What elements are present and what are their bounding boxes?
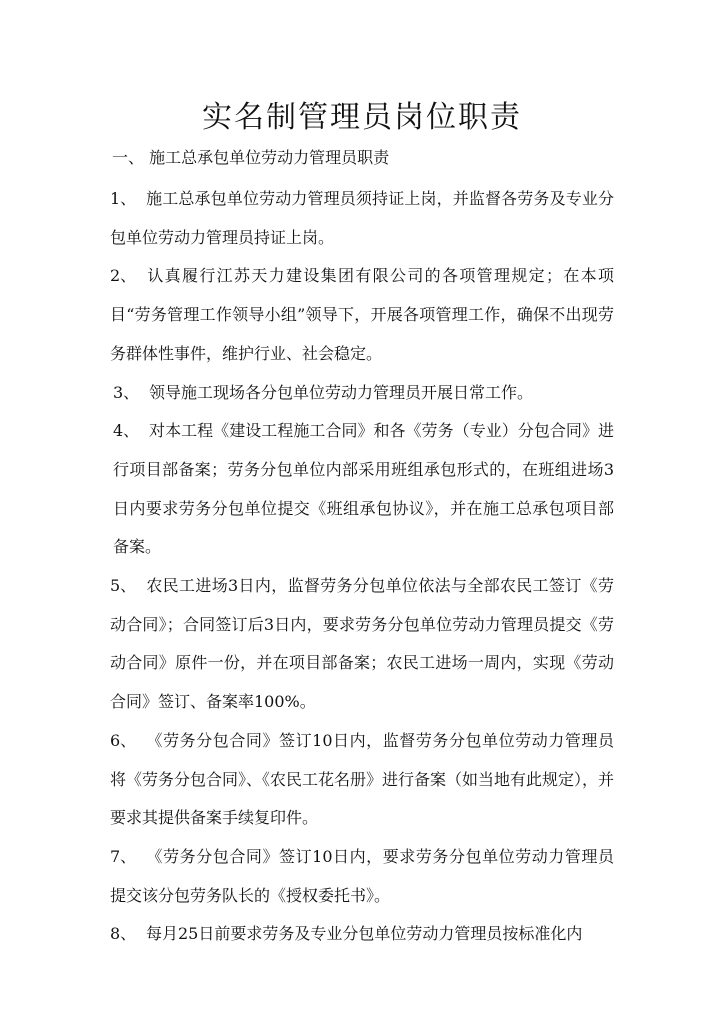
item-number: 8、: [110, 924, 137, 944]
list-item: [110, 257, 614, 373]
list-item: [110, 838, 614, 915]
item-number: 1、: [110, 189, 137, 208]
list-item: [110, 180, 614, 257]
list-item: [110, 567, 614, 722]
document-title: 实名制管理员岗位职责: [202, 100, 522, 135]
item-number: 3、: [113, 382, 140, 402]
item-text: 农民工进场3日内，监督劳务分包单位依法与全部农民工签订《劳动合同》；合同签订后3日内，要求劳务分包单位劳动力管理员提交《劳动合同》原件一份，并在项目部备案；农民工进场一周内，实现《劳动合同》签订、备案率100%。: [110, 576, 614, 712]
item-number: 6、: [110, 730, 137, 750]
item-number: 7、: [110, 846, 137, 866]
list-item: [110, 412, 614, 567]
section-heading: 一、 施工总承包单位劳动力管理员职责: [112, 148, 390, 167]
item-number: 2、: [110, 266, 137, 286]
item-text: 每月25日前要求劳务及专业分包单位劳动力管理员按标准化内: [146, 924, 583, 944]
item-text: 对本工程《建设工程施工合同》和各《劳务（专业）分包合同》进行项目部备案；劳务分包单位内部采用班组承包形式的，在班组进场3日内要求劳务分包单位提交《班组承包协议》，并在施工总承包项目部备案。: [113, 421, 614, 557]
item-text: 认真履行江苏天力建设集团有限公司的各项管理规定；在本项目“劳务管理工作领导小组”领导下，开展各项管理工作，确保不出现劳务群体性事件，维护行业、社会稳定。: [110, 266, 614, 363]
item-text: 施工总承包单位劳动力管理员须持证上岗，并监督各劳务及专业分包单位劳动力管理员持证上岗。: [110, 189, 614, 247]
list-item: [110, 915, 614, 954]
list-item: [110, 722, 614, 838]
document-body: [110, 180, 614, 954]
list-item: [110, 374, 614, 413]
item-text: 《劳务分包合同》签订10日内，要求劳务分包单位劳动力管理员提交该分包劳务队长的《授权委托书》。: [110, 846, 614, 905]
item-text: 《劳务分包合同》签订10日内，监督劳务分包单位劳动力管理员将《劳务分包合同》、《农民工花名册》进行备案（如当地有此规定），并要求其提供备案手续复印件。: [110, 730, 615, 828]
item-number: 5、: [110, 576, 137, 596]
item-number: 4、: [113, 421, 140, 441]
item-text: 领导施工现场各分包单位劳动力管理员开展日常工作。: [149, 382, 534, 402]
